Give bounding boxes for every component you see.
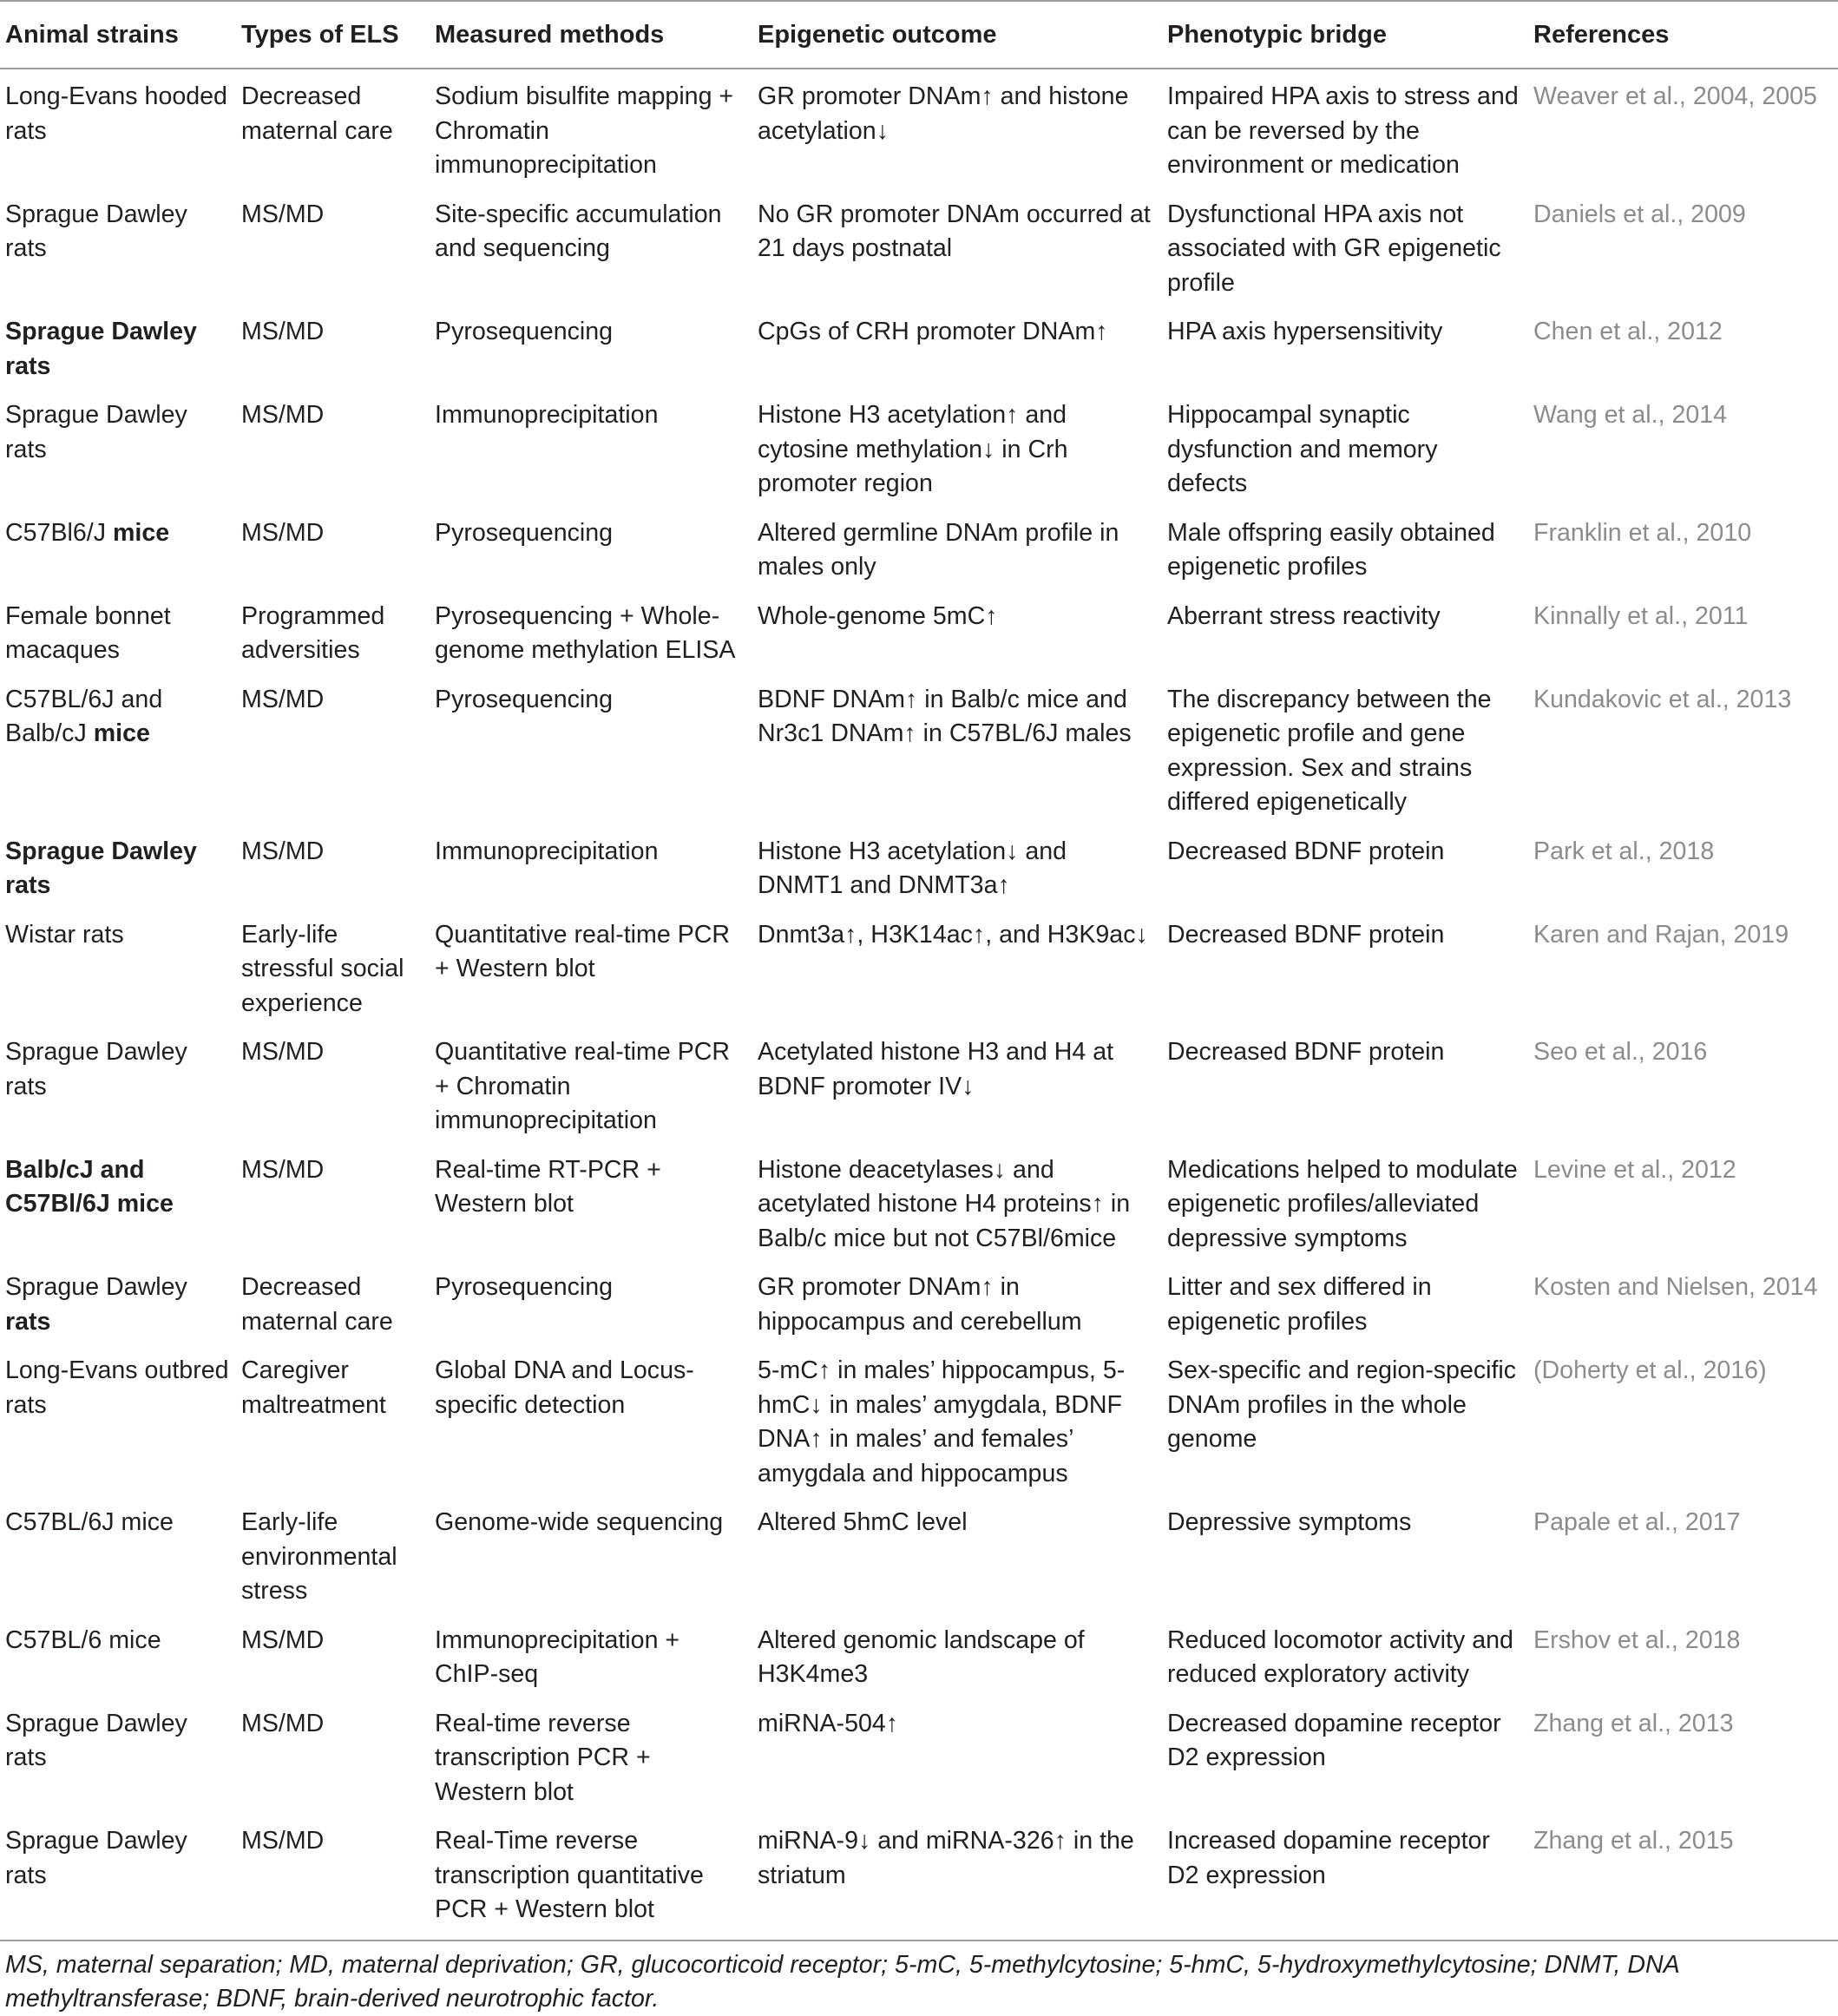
els-cell: Decreased maternal care (241, 1273, 393, 1336)
table-row (0, 1814, 1838, 1940)
strain-text: Balb/cJ and C57Bl/6J mice (5, 1155, 174, 1218)
strain-cell (0, 305, 236, 388)
els-cell: MS/MD (241, 1709, 325, 1737)
outcome-cell: Altered germline DNAm profile in males only (758, 518, 1119, 581)
strain-cell (0, 1343, 236, 1495)
reference-cell: Chen et al., 2012 (1533, 318, 1723, 345)
header-phenotypic-bridge: Phenotypic bridge (1162, 1, 1528, 69)
strain-text: rats (5, 1307, 51, 1336)
reference-cell: Franklin et al., 2010 (1533, 518, 1752, 547)
outcome-cell: BDNF DNAm↑ in Balb/c mice and Nr3c1 DNAm↑ in C57BL/6J males (758, 685, 1132, 747)
els-cell: MS/MD (241, 1625, 325, 1654)
phenotype-cell: The discrepancy between the epigenetic profile and gene expression. Sex and strains differed epigenetically (1167, 685, 1492, 816)
strain-cell (0, 589, 236, 673)
table-body (0, 69, 1838, 1940)
strain-cell (0, 506, 236, 589)
phenotype-cell: Decreased dopamine receptor D2 expression (1167, 1709, 1501, 1771)
strain-cell (0, 824, 236, 908)
els-cell: MS/MD (241, 685, 325, 713)
outcome-cell: Histone H3 acetylation↑ and cytosine methylation↓ in Crh promoter region (758, 401, 1068, 497)
table-row (0, 506, 1838, 589)
table-row (0, 908, 1838, 1026)
strain-text: Long-Evans hooded rats (5, 82, 227, 145)
table-row (0, 1143, 1838, 1261)
reference-cell: Kundakovic et al., 2013 (1533, 685, 1792, 713)
method-cell: Pyrosequencing (435, 318, 614, 345)
phenotype-cell: Increased dopamine receptor D2 expression (1162, 1814, 1528, 1940)
method-cell: Real-time reverse transcription PCR + Western blot (435, 1709, 651, 1806)
method-cell: Genome-wide sequencing (435, 1508, 724, 1536)
table-row (0, 1613, 1838, 1697)
method-cell: Quantitative real-time PCR + Chromatin immunoprecipitation (435, 1038, 731, 1134)
reference-cell: Papale et al., 2017 (1533, 1508, 1741, 1536)
els-cell: MS/MD (241, 200, 325, 228)
method-cell: Immunoprecipitation (435, 401, 659, 429)
els-cell: MS/MD (241, 518, 325, 547)
els-cell: MS/MD (241, 1038, 325, 1066)
method-cell: Pyrosequencing (435, 1273, 614, 1301)
table-row (0, 824, 1838, 908)
method-cell: Pyrosequencing (435, 685, 614, 713)
strain-text: Long-Evans outbred rats (5, 1356, 229, 1419)
phenotype-cell: Decreased BDNF protein (1167, 837, 1445, 865)
reference-cell: Wang et al., 2014 (1533, 401, 1728, 429)
phenotype-cell: Dysfunctional HPA axis not associated with GR epigenetic profile (1167, 200, 1501, 297)
outcome-cell: Altered genomic landscape of H3K4me3 (758, 1625, 1085, 1688)
table-row (0, 305, 1838, 388)
reference-cell: Daniels et al., 2009 (1533, 200, 1746, 228)
method-cell: Real-Time reverse transcription quantitative PCR + Western blot (430, 1814, 752, 1940)
outcome-cell: GR promoter DNAm↑ in hippocampus and cerebellum (758, 1273, 1082, 1336)
strain-text: Sprague Dawley rats (5, 1038, 187, 1100)
outcome-cell: Dnmt3a↑, H3K14ac↑, and H3K9ac↓ (758, 920, 1148, 949)
strain-text: Sprague Dawley rats (5, 401, 187, 463)
strain-text: C57Bl6/J (5, 518, 113, 547)
outcome-cell: Whole-genome 5mC↑ (758, 601, 998, 630)
strain-cell (0, 187, 236, 305)
phenotype-cell: Sex-specific and region-specific DNAm profiles in the whole genome (1167, 1356, 1517, 1453)
phenotype-cell: Medications helped to modulate epigenetic profiles/alleviated depressive symptoms (1167, 1155, 1518, 1252)
phenotype-cell: Impaired HPA axis to stress and can be reversed by the environment or medication (1167, 82, 1519, 179)
method-cell: Quantitative real-time PCR + Western blot (435, 920, 731, 982)
method-cell: Global DNA and Locus-specific detection (435, 1356, 694, 1419)
outcome-cell: 5-mC↑ in males’ hippocampus, 5-hmC↓ in males’ amygdala, BDNF DNA↑ in males’ and females’ amygdala and hippocampus (758, 1356, 1126, 1487)
strain-text: Sprague Dawley rats (5, 200, 187, 262)
method-cell: Immunoprecipitation + ChIP-seq (435, 1625, 680, 1688)
strain-cell (0, 1143, 236, 1261)
els-cell: Early-life stressful social experience (241, 920, 404, 1017)
strain-cell (0, 1814, 236, 1940)
strain-text: Sprague Dawley rats (5, 837, 197, 899)
strain-cell (0, 1697, 236, 1815)
reference-cell: Karen and Rajan, 2019 (1533, 920, 1789, 949)
method-cell: Real-time RT-PCR + Western blot (435, 1155, 661, 1218)
reference-cell: Weaver et al., 2004, 2005 (1533, 82, 1817, 110)
els-cell: Decreased maternal care (241, 82, 393, 145)
els-cell: Caregiver maltreatment (241, 1356, 386, 1419)
method-cell: Pyrosequencing (435, 518, 614, 547)
strain-text: mice (93, 719, 150, 747)
reference-cell: (Doherty et al., 2016) (1533, 1356, 1767, 1384)
outcome-cell: CpGs of CRH promoter DNAm↑ (758, 318, 1108, 345)
reference-cell: Park et al., 2018 (1533, 837, 1715, 865)
table-header (0, 1, 1838, 69)
outcome-cell: Histone deacetylases↓ and acetylated histone H4 proteins↑ in Balb/c mice but not C57Bl/6mice (758, 1155, 1131, 1252)
table-row (0, 673, 1838, 824)
strain-text: Sprague Dawley rats (5, 1709, 187, 1771)
reference-cell: Levine et al., 2012 (1533, 1155, 1736, 1184)
reference-cell: Ershov et al., 2018 (1533, 1625, 1741, 1654)
table-row (0, 1697, 1838, 1815)
outcome-cell: Histone H3 acetylation↓ and DNMT1 and DNMT3a↑ (758, 837, 1067, 899)
method-cell: Immunoprecipitation (435, 837, 659, 865)
table-row (0, 187, 1838, 305)
reference-cell: Seo et al., 2016 (1533, 1038, 1708, 1066)
header-measured-methods: Measured methods (430, 1, 752, 69)
header-animal-strains: Animal strains (0, 1, 236, 69)
strain-cell (0, 908, 236, 1026)
outcome-cell: GR promoter DNAm↑ and histone acetylation↓ (758, 82, 1129, 145)
table-row (0, 388, 1838, 506)
strain-text: Sprague Dawley rats (5, 1827, 187, 1889)
outcome-cell: Altered 5hmC level (758, 1508, 968, 1536)
strain-cell (0, 1260, 236, 1343)
method-cell: Pyrosequencing + Whole-genome methylation ELISA (435, 601, 736, 664)
strain-text: C57BL/6 mice (5, 1625, 161, 1654)
strain-cell (0, 673, 236, 824)
phenotype-cell: Decreased BDNF protein (1167, 920, 1445, 949)
phenotype-cell: Reduced locomotor activity and reduced exploratory activity (1167, 1625, 1513, 1688)
phenotype-cell: Depressive symptoms (1167, 1508, 1412, 1536)
reference-cell: Zhang et al., 2013 (1533, 1709, 1734, 1737)
els-cell: Programmed adversities (241, 601, 385, 664)
phenotype-cell: HPA axis hypersensitivity (1167, 318, 1443, 345)
table-row (0, 1343, 1838, 1495)
table-row (0, 589, 1838, 673)
phenotype-cell: Litter and sex differed in epigenetic profiles (1167, 1273, 1432, 1336)
phenotype-cell: Male offspring easily obtained epigenetic profiles (1167, 518, 1495, 581)
table-footnote: MS, maternal separation; MD, maternal deprivation; GR, glucocorticoid receptor; 5-mC, 5-methylcytosine; 5-hmC, 5-hydroxymethylcytosine; DNMT, DNA methyltransferase; BDNF, brain-derived neurotrophic factor. (5, 1950, 1679, 2013)
els-cell: MS/MD (241, 1155, 325, 1184)
strain-text: Wistar rats (5, 920, 124, 949)
strain-cell (0, 388, 236, 506)
header-epigenetic-outcome: Epigenetic outcome (752, 1, 1162, 69)
strain-text: Sprague Dawley rats (5, 318, 197, 380)
els-cell: MS/MD (241, 837, 325, 865)
method-cell: Site-specific accumulation and sequencing (435, 200, 722, 262)
strain-cell (0, 69, 236, 187)
strain-text: C57BL/6J mice (5, 1508, 174, 1536)
header-types-of-els: Types of ELS (236, 1, 430, 69)
outcome-cell: miRNA-9↓ and miRNA-326↑ in the striatum (752, 1814, 1162, 1940)
strain-cell (0, 1025, 236, 1143)
strain-text: Female bonnet macaques (5, 601, 171, 664)
phenotype-cell: Decreased BDNF protein (1167, 1038, 1445, 1066)
reference-cell: Kinnally et al., 2011 (1533, 601, 1749, 630)
els-cell: MS/MD (241, 318, 325, 345)
reference-cell: Kosten and Nielsen, 2014 (1533, 1273, 1818, 1301)
header-references: References (1528, 1, 1838, 69)
reference-cell: Zhang et al., 2015 (1528, 1814, 1838, 1940)
strain-cell (0, 1495, 236, 1613)
strain-text: C57BL/6J and Balb/cJ (5, 685, 163, 747)
els-cell: MS/MD (236, 1814, 430, 1940)
outcome-cell: Acetylated histone H3 and H4 at BDNF promoter IV↓ (758, 1038, 1114, 1100)
outcome-cell: No GR promoter DNAm occurred at 21 days postnatal (758, 200, 1151, 262)
table-row (0, 1260, 1838, 1343)
table-row (0, 69, 1838, 187)
outcome-cell: miRNA-504↑ (758, 1709, 899, 1737)
method-cell: Sodium bisulfite mapping + Chromatin immunoprecipitation (435, 82, 734, 179)
strain-text: mice (112, 518, 170, 547)
strain-text: Sprague Dawley (5, 1273, 187, 1301)
header-row (0, 1, 1838, 69)
table-row (0, 1025, 1838, 1143)
els-cell: MS/MD (241, 401, 325, 429)
strain-cell (0, 1613, 236, 1697)
phenotype-cell: Hippocampal synaptic dysfunction and memory defects (1167, 401, 1438, 497)
table-row (0, 1495, 1838, 1613)
els-cell: Early-life environmental stress (241, 1508, 397, 1605)
phenotype-cell: Aberrant stress reactivity (1167, 601, 1441, 630)
